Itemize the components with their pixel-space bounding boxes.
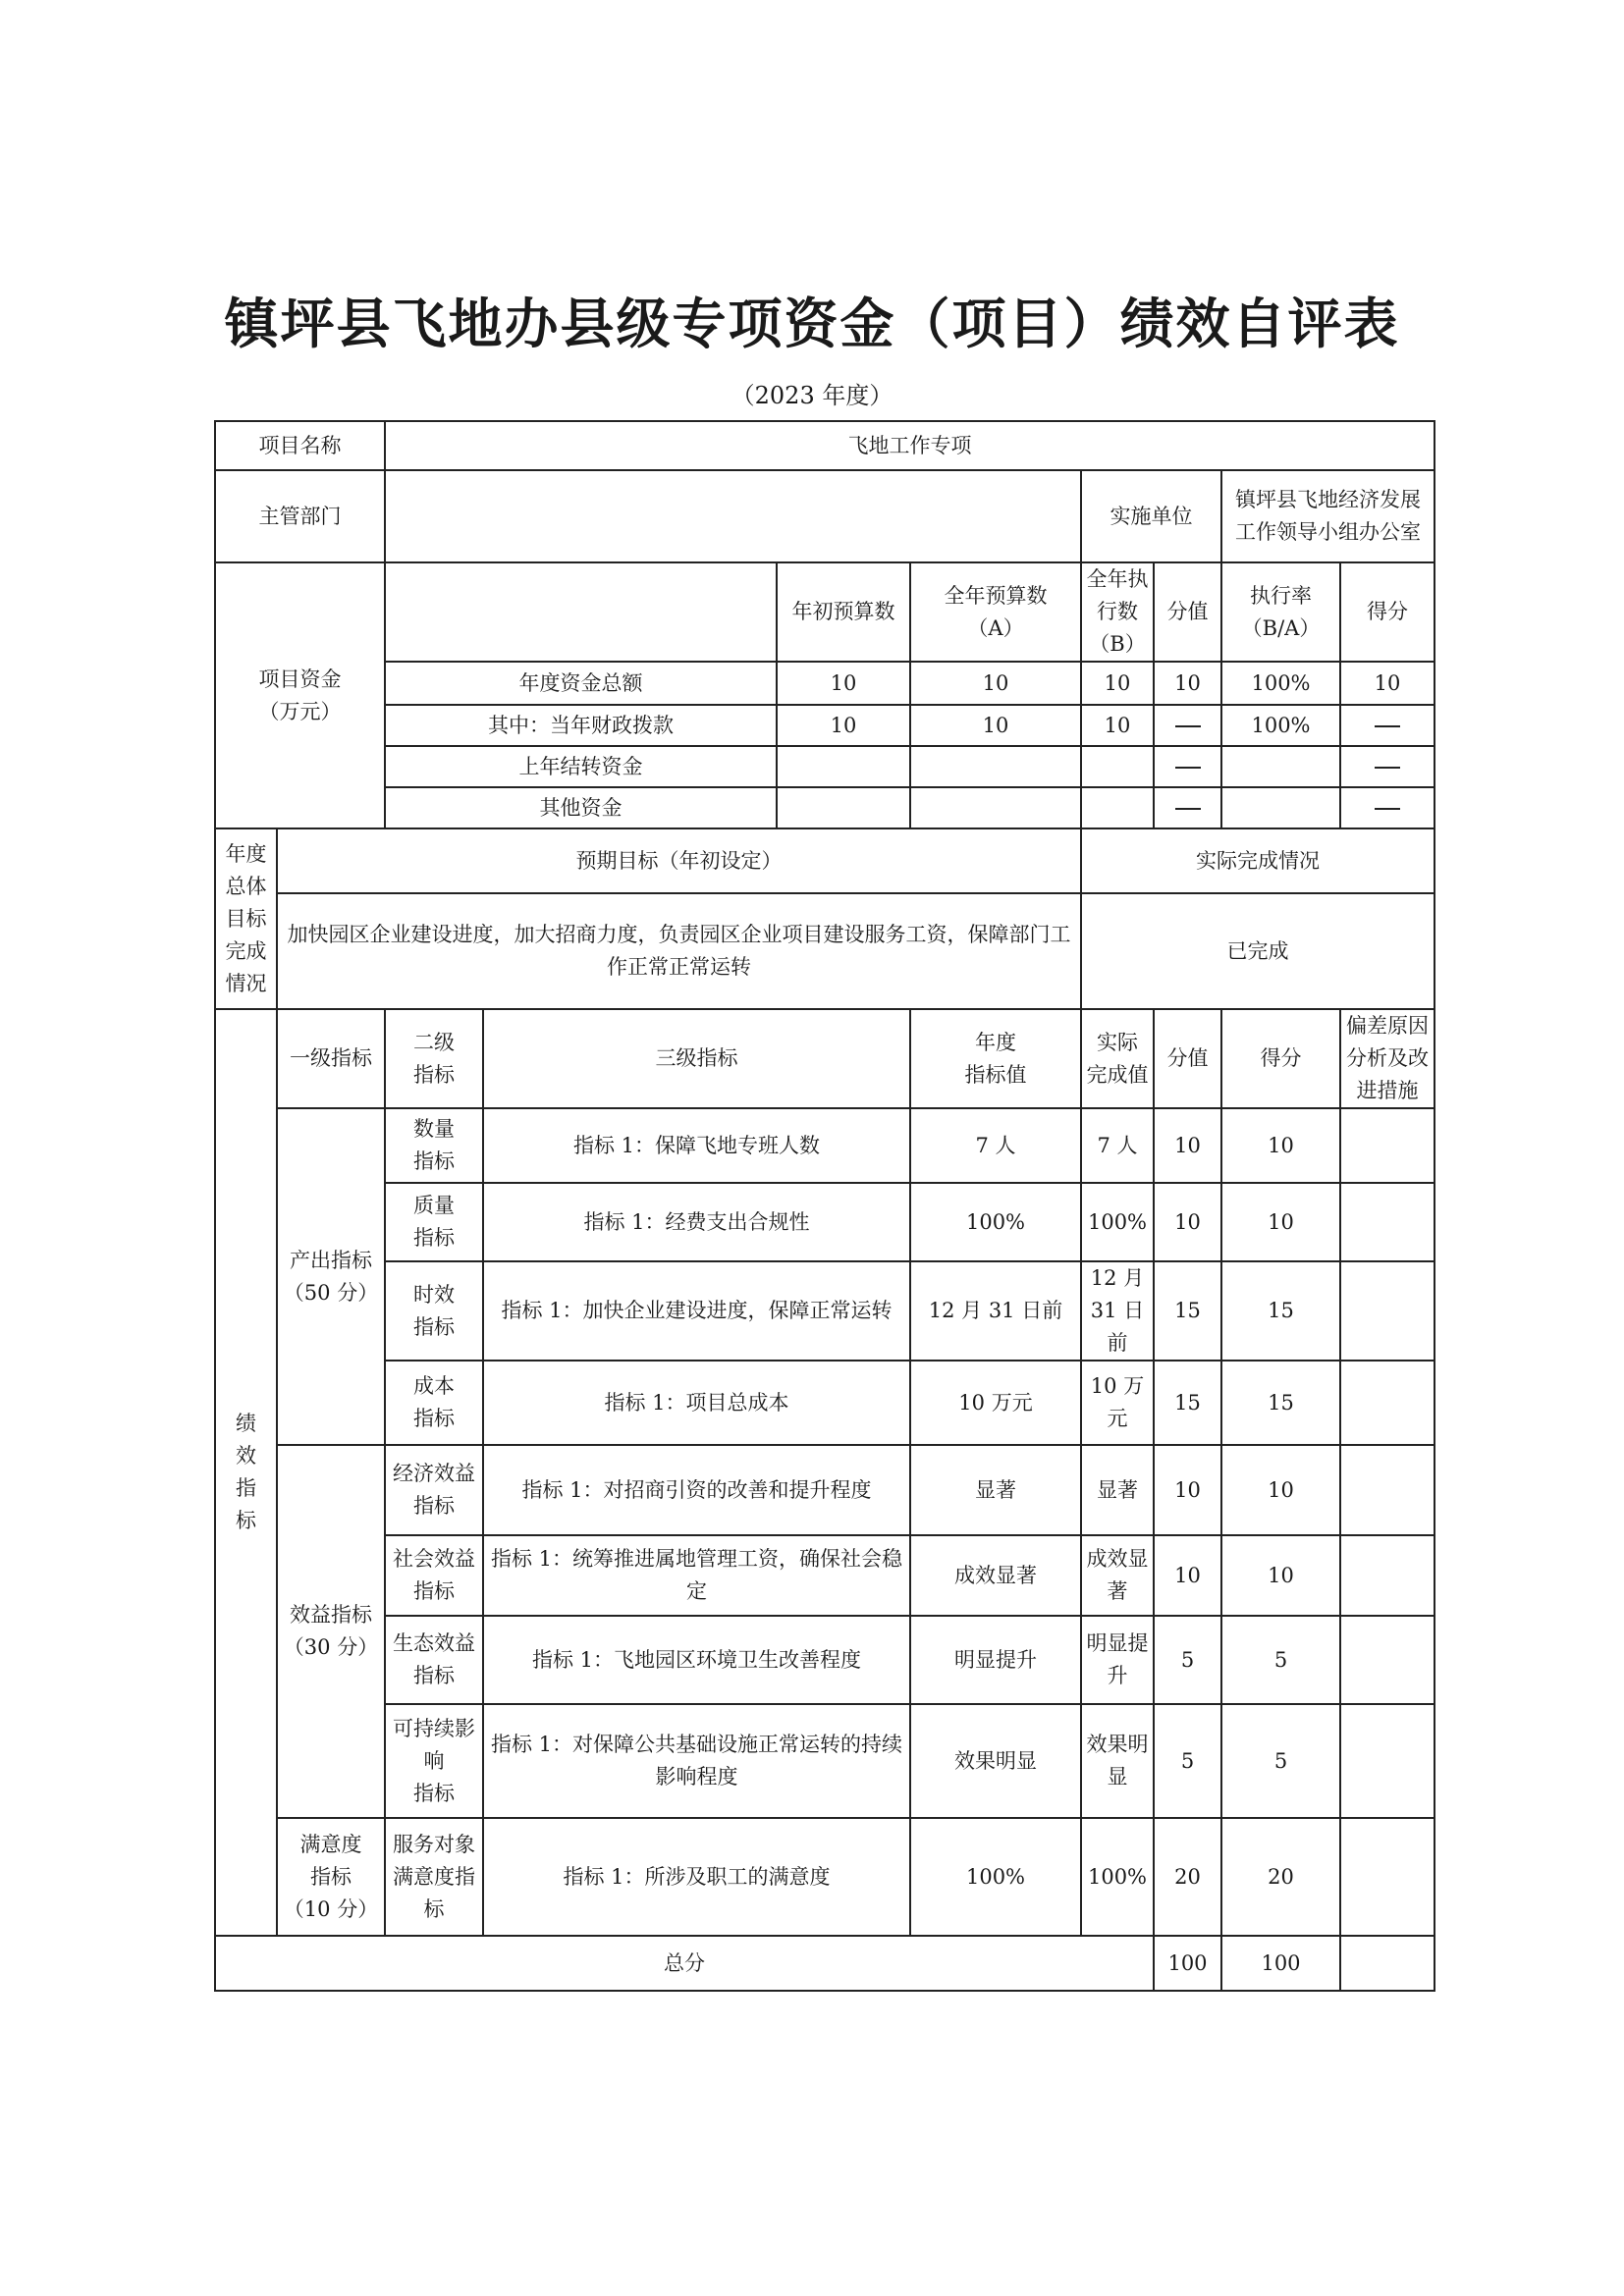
row-goal-header [215, 828, 1435, 893]
indicator-analysis [1340, 1535, 1435, 1616]
indicator-level3: 指标 1：保障飞地专班人数 [483, 1108, 910, 1183]
funds-rate [1221, 787, 1340, 828]
funds-score-value [1154, 746, 1221, 787]
funds-annual: 10 [910, 705, 1081, 746]
dash-mark [1175, 767, 1201, 769]
indicator-level2: 生态效益 指标 [385, 1616, 483, 1704]
funds-score [1340, 746, 1435, 787]
indicator-score: 15 [1221, 1361, 1340, 1445]
project-name-label: 项目名称 [215, 421, 385, 470]
indicator-level3: 指标 1：对保障公共基础设施正常运转的持续影响程度 [483, 1704, 910, 1818]
indicator-level1: 满意度 指标 （10 分） [277, 1818, 385, 1936]
indicator-header-target: 年度 指标值 [910, 1009, 1081, 1108]
indicator-level2: 经济效益 指标 [385, 1445, 483, 1535]
funds-initial [777, 787, 910, 828]
indicator-analysis [1340, 1108, 1435, 1183]
indicator-score: 10 [1221, 1445, 1340, 1535]
funds-executed: 10 [1081, 662, 1154, 705]
indicator-target: 显著 [910, 1445, 1081, 1535]
funds-rate: 100% [1221, 662, 1340, 705]
impl-unit-label: 实施单位 [1081, 470, 1221, 562]
indicator-analysis [1340, 1445, 1435, 1535]
indicator-level2: 成本 指标 [385, 1361, 483, 1445]
funds-annual [910, 746, 1081, 787]
indicator-level2: 时效 指标 [385, 1261, 483, 1361]
indicator-actual: 12 月 31 日前 [1081, 1261, 1154, 1361]
indicator-target: 100% [910, 1818, 1081, 1936]
row-indicator [215, 1704, 1435, 1818]
indicator-level3: 指标 1：经费支出合规性 [483, 1183, 910, 1261]
page-subtitle: （2023 年度） [731, 382, 893, 409]
indicator-analysis [1340, 1704, 1435, 1818]
indicator-actual: 100% [1081, 1183, 1154, 1261]
indicator-target: 10 万元 [910, 1361, 1081, 1445]
indicator-actual: 100% [1081, 1818, 1154, 1936]
evaluation-table [214, 420, 1435, 1992]
funds-score-value [1154, 705, 1221, 746]
funds-score-value: 10 [1154, 662, 1221, 705]
funds-rate [1221, 746, 1340, 787]
indicator-header-score: 得分 [1221, 1009, 1340, 1108]
indicator-score: 10 [1221, 1535, 1340, 1616]
funds-score [1340, 705, 1435, 746]
row-funds-2 [215, 746, 1435, 787]
indicator-score-value: 20 [1154, 1818, 1221, 1936]
funds-executed [1081, 746, 1154, 787]
indicator-level1: 产出指标 （50 分） [277, 1108, 385, 1445]
page-title: 镇坪县飞地办县级专项资金（项目）绩效自评表 [224, 292, 1400, 355]
indicator-actual: 成效显著 [1081, 1535, 1154, 1616]
indicator-actual: 10 万元 [1081, 1361, 1154, 1445]
indicator-level3: 指标 1：统筹推进属地管理工资，确保社会稳定 [483, 1535, 910, 1616]
row-indicator [215, 1445, 1435, 1535]
project-name-value: 飞地工作专项 [385, 421, 1435, 470]
dash-mark [1175, 808, 1201, 810]
indicator-target: 7 人 [910, 1108, 1081, 1183]
funds-score: 10 [1340, 662, 1435, 705]
indicator-score: 20 [1221, 1818, 1340, 1936]
funds-row-name: 其他资金 [385, 787, 777, 828]
indicator-level3: 指标 1：加快企业建设进度，保障正常运转 [483, 1261, 910, 1361]
indicator-actual: 明显提升 [1081, 1616, 1154, 1704]
goal-expected-header: 预期目标（年初设定） [277, 828, 1081, 893]
indicator-level2: 数量 指标 [385, 1108, 483, 1183]
funds-row-name: 其中：当年财政拨款 [385, 705, 777, 746]
row-indicator [215, 1261, 1435, 1361]
row-indicator [215, 1108, 1435, 1183]
indicator-level3: 指标 1：对招商引资的改善和提升程度 [483, 1445, 910, 1535]
goal-expected-text: 加快园区企业建设进度，加大招商力度，负责园区企业项目建设服务工资，保障部门工作正常正常运转 [277, 893, 1081, 1009]
indicator-header-level3: 三级指标 [483, 1009, 910, 1108]
indicator-target: 12 月 31 日前 [910, 1261, 1081, 1361]
funds-initial: 10 [777, 705, 910, 746]
total-label: 总分 [215, 1936, 1154, 1991]
dash-mark [1375, 725, 1400, 727]
funds-row-name: 上年结转资金 [385, 746, 777, 787]
row-total [215, 1936, 1435, 1991]
row-indicator [215, 1183, 1435, 1261]
indicator-level3: 指标 1：所涉及职工的满意度 [483, 1818, 910, 1936]
funds-annual [910, 787, 1081, 828]
funds-header-3: 分值 [1154, 562, 1221, 662]
indicator-target: 效果明显 [910, 1704, 1081, 1818]
goal-actual-header: 实际完成情况 [1081, 828, 1435, 893]
goal-label: 年度 总体 目标 完成 情况 [215, 828, 277, 1009]
funds-header-0: 年初预算数 [777, 562, 910, 662]
indicators-label: 绩 效 指 标 [215, 1009, 277, 1936]
indicator-score-value: 15 [1154, 1261, 1221, 1361]
row-funds-1 [215, 705, 1435, 746]
funds-rate: 100% [1221, 705, 1340, 746]
funds-initial [777, 746, 910, 787]
indicator-header-level1: 一级指标 [277, 1009, 385, 1108]
funds-executed [1081, 787, 1154, 828]
indicator-analysis [1340, 1818, 1435, 1936]
indicator-score: 5 [1221, 1704, 1340, 1818]
dept-value [385, 470, 1081, 562]
indicator-level2: 可持续影 响 指标 [385, 1704, 483, 1818]
funds-row-name: 年度资金总额 [385, 662, 777, 705]
indicator-target: 成效显著 [910, 1535, 1081, 1616]
dash-mark [1175, 725, 1201, 727]
indicator-analysis [1340, 1261, 1435, 1361]
row-funds-0 [215, 662, 1435, 705]
row-indicator-header [215, 1009, 1435, 1108]
indicator-analysis [1340, 1361, 1435, 1445]
indicator-score: 10 [1221, 1108, 1340, 1183]
row-goal-content [215, 893, 1435, 1009]
row-funds-header [215, 562, 1435, 662]
funds-initial: 10 [777, 662, 910, 705]
indicator-level1: 效益指标 （30 分） [277, 1445, 385, 1818]
goal-actual-text: 已完成 [1081, 893, 1435, 1009]
row-department [215, 470, 1435, 562]
row-funds-3 [215, 787, 1435, 828]
indicator-level3: 指标 1：项目总成本 [483, 1361, 910, 1445]
indicator-actual: 显著 [1081, 1445, 1154, 1535]
indicator-level2: 质量 指标 [385, 1183, 483, 1261]
indicator-level3: 指标 1：飞地园区环境卫生改善程度 [483, 1616, 910, 1704]
indicator-actual: 7 人 [1081, 1108, 1154, 1183]
indicator-score-value: 10 [1154, 1108, 1221, 1183]
row-indicator [215, 1361, 1435, 1445]
indicator-analysis [1340, 1616, 1435, 1704]
dash-mark [1375, 808, 1400, 810]
funds-score [1340, 787, 1435, 828]
funds-executed: 10 [1081, 705, 1154, 746]
indicator-score-value: 5 [1154, 1704, 1221, 1818]
indicator-header-actual: 实际 完成值 [1081, 1009, 1154, 1108]
funds-header-2: 全年执行数（B） [1081, 562, 1154, 662]
indicator-score-value: 10 [1154, 1445, 1221, 1535]
indicator-actual: 效果明显 [1081, 1704, 1154, 1818]
total-analysis [1340, 1936, 1435, 1991]
indicator-score: 15 [1221, 1261, 1340, 1361]
indicator-score-value: 5 [1154, 1616, 1221, 1704]
indicator-score: 5 [1221, 1616, 1340, 1704]
indicator-level2: 社会效益 指标 [385, 1535, 483, 1616]
row-indicator [215, 1535, 1435, 1616]
funds-header-4: 执行率 （B/A） [1221, 562, 1340, 662]
funds-label: 项目资金 （万元） [215, 562, 385, 828]
total-score-value: 100 [1154, 1936, 1221, 1991]
indicator-score: 10 [1221, 1183, 1340, 1261]
row-indicator [215, 1616, 1435, 1704]
indicator-analysis [1340, 1183, 1435, 1261]
funds-header-1: 全年预算数 （A） [910, 562, 1081, 662]
indicator-score-value: 10 [1154, 1535, 1221, 1616]
dash-mark [1375, 767, 1400, 769]
funds-header-blank [385, 562, 777, 662]
impl-unit-value: 镇坪县飞地经济发展工作领导小组办公室 [1221, 470, 1435, 562]
total-score: 100 [1221, 1936, 1340, 1991]
indicator-level2: 服务对象 满意度指 标 [385, 1818, 483, 1936]
indicator-score-value: 10 [1154, 1183, 1221, 1261]
funds-score-value [1154, 787, 1221, 828]
funds-header-5: 得分 [1340, 562, 1435, 662]
row-project-name [215, 421, 1435, 470]
indicator-target: 明显提升 [910, 1616, 1081, 1704]
row-indicator [215, 1818, 1435, 1936]
indicator-target: 100% [910, 1183, 1081, 1261]
dept-label: 主管部门 [215, 470, 385, 562]
indicator-score-value: 15 [1154, 1361, 1221, 1445]
indicator-header-level2: 二级 指标 [385, 1009, 483, 1108]
funds-annual: 10 [910, 662, 1081, 705]
indicator-header-score_value: 分值 [1154, 1009, 1221, 1108]
indicator-header-analysis: 偏差原因分析及改进措施 [1340, 1009, 1435, 1108]
